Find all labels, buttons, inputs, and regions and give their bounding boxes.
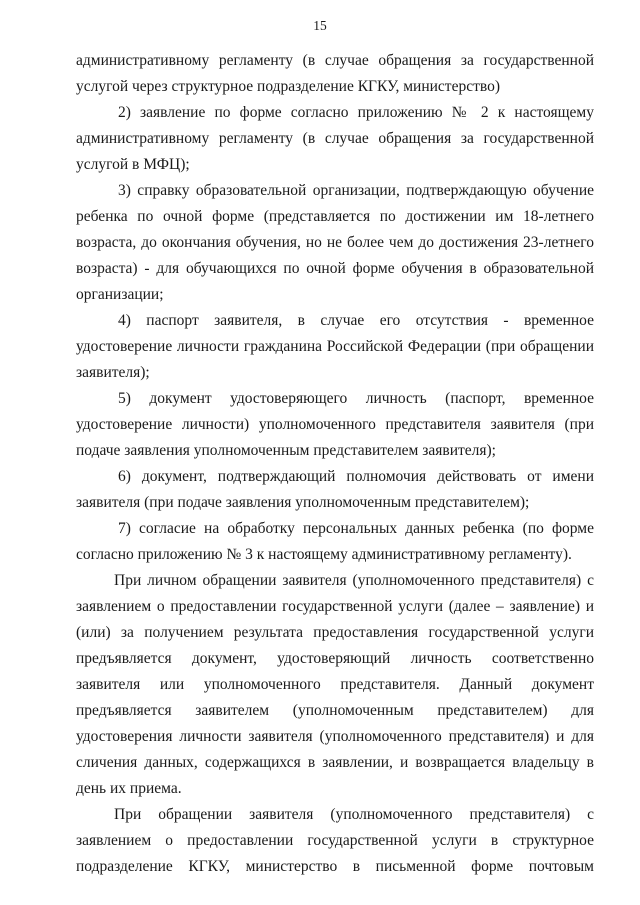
paragraph-written-appeal: При обращении заявителя (уполномоченного представителя) с заявлением о предоставлении государственной услуги в структурное подразделение КГКУ, министерство в письменной форме почтовым <box>76 806 594 875</box>
list-item-6: 6) документ, подтверждающий полномочия действовать от имени заявителя (при подаче заявления уполномоченным представителем); <box>76 468 594 511</box>
list-item-5: 5) документ удостоверяющего личность (паспорт, временное удостоверение личности) уполномоченного представителя заявителя (при подаче заявления уполномоченным представителем заявителя); <box>76 390 594 459</box>
list-item-3: 3) справку образовательной организации, подтверждающую обучение ребенка по очной форме (представляется по достижении им 18-летнего возраста, до окончания обучения, но не более чем до достижения 23-летнего возраста) - для обучающихся по очной форме обучения в образовательной организации; <box>76 182 594 303</box>
document-body <box>76 48 594 880</box>
page-number: 15 <box>313 18 327 33</box>
paragraph-continuation: административному регламенту (в случае обращения за государственной услугой через структурное подразделение КГКУ, министерство) <box>76 52 594 95</box>
paragraph-personal-appeal: При личном обращении заявителя (уполномоченного представителя) с заявлением о предоставлении государственной услуги (далее – заявление) и (или) за получением результата предоставления государственной услуги предъявляется документ, удостоверяющий личность соответственно заявителя или уполномоченного представителя. Данный документ предъявляется заявителем (уполномоченным представителем) для удостоверения личности заявителя (уполномоченного представителя) и для сличения данных, содержащихся в заявлении, и возвращается владельцу в день их приема. <box>76 572 594 797</box>
list-item-7: 7) согласие на обработку персональных данных ребенка (по форме согласно приложению № 3 к настоящему административному регламенту). <box>76 520 594 563</box>
list-item-4: 4) паспорт заявителя, в случае его отсутствия - временное удостоверение личности гражданина Российской Федерации (при обращении заявителя); <box>76 312 594 381</box>
list-item-2: 2) заявление по форме согласно приложению № 2 к настоящему административному регламенту (в случае обращения за государственной услугой в МФЦ); <box>76 104 594 173</box>
